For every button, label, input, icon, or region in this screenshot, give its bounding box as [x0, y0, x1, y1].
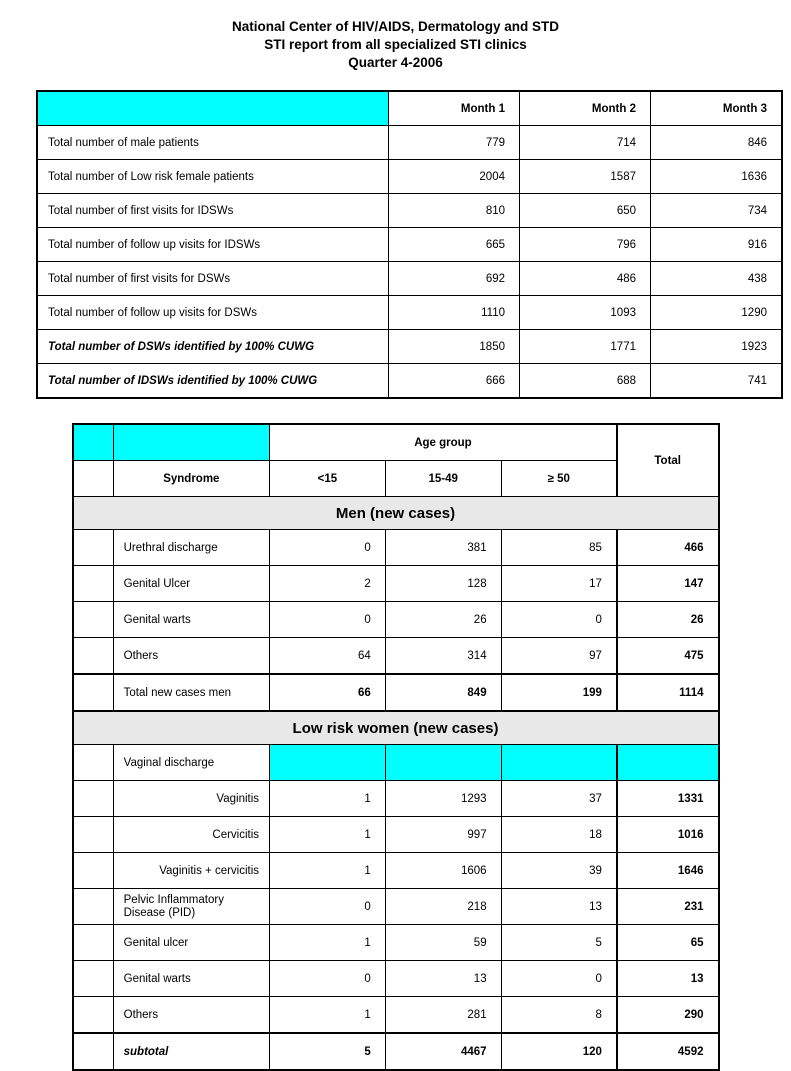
- row-total: 147: [617, 566, 719, 602]
- table-row: [37, 194, 782, 228]
- row-total: 475: [617, 638, 719, 675]
- total-column-header: Total: [617, 424, 719, 497]
- table-row: [73, 566, 719, 602]
- column-header-month-1: Month 1: [389, 91, 520, 126]
- row-value: 8: [501, 997, 617, 1034]
- row-value: 1: [270, 817, 386, 853]
- row-total: 4592: [617, 1033, 719, 1070]
- row-value: 734: [651, 194, 783, 228]
- row-value: 1290: [651, 296, 783, 330]
- row-label: Total number of male patients: [37, 126, 389, 160]
- table-header-row: [37, 91, 782, 126]
- row-label: Urethral discharge: [113, 530, 269, 566]
- row-value: 1: [270, 853, 386, 889]
- table-row: [37, 296, 782, 330]
- indent-cell: [73, 961, 114, 997]
- row-value: 846: [651, 126, 783, 160]
- row-value: 665: [389, 228, 520, 262]
- row-value: 5: [270, 1033, 386, 1070]
- row-value: 0: [270, 889, 386, 925]
- table-row: [73, 638, 719, 675]
- row-label: Genital ulcer: [113, 925, 269, 961]
- age-column-header-50-plus: ≥ 50: [501, 461, 617, 497]
- title-line-3: Quarter 4-2006: [348, 55, 443, 70]
- agegroup-header-row: [73, 424, 719, 461]
- table-row: [37, 126, 782, 160]
- row-label: Total number of IDSWs identified by 100% CUWG: [37, 364, 389, 399]
- row-total: 466: [617, 530, 719, 566]
- row-value: 199: [501, 674, 617, 711]
- row-value: 1110: [389, 296, 520, 330]
- row-value: 916: [651, 228, 783, 262]
- row-value: 1636: [651, 160, 783, 194]
- row-value: 0: [270, 602, 386, 638]
- row-label: Others: [113, 638, 269, 675]
- row-value: 26: [385, 602, 501, 638]
- table-row: [73, 781, 719, 817]
- row-label: Vaginitis: [113, 781, 269, 817]
- syndrome-table: [72, 423, 720, 1071]
- row-label: Total new cases men: [113, 674, 269, 711]
- row-value: 779: [389, 126, 520, 160]
- age-group-header: Age group: [270, 424, 617, 461]
- row-value: 1093: [520, 296, 651, 330]
- row-value: 1923: [651, 330, 783, 364]
- indent-cell: [73, 530, 114, 566]
- row-value: 2004: [389, 160, 520, 194]
- row-value: 650: [520, 194, 651, 228]
- section-header-men: [73, 497, 719, 530]
- row-value: 1: [270, 997, 386, 1034]
- table-row: [37, 262, 782, 296]
- row-value: 39: [501, 853, 617, 889]
- table-row: [37, 228, 782, 262]
- row-value: 1850: [389, 330, 520, 364]
- row-value: 120: [501, 1033, 617, 1070]
- row-label: Genital warts: [113, 961, 269, 997]
- row-total: 1646: [617, 853, 719, 889]
- row-value: 692: [389, 262, 520, 296]
- row-label: Total number of first visits for IDSWs: [37, 194, 389, 228]
- row-value: 741: [651, 364, 783, 399]
- section-header-low-risk-women: [73, 711, 719, 745]
- title-line-1: National Center of HIV/AIDS, Dermatology and STD: [231, 19, 560, 34]
- row-value: 281: [385, 997, 501, 1034]
- row-value: 1: [270, 781, 386, 817]
- table-row: [73, 997, 719, 1034]
- table-row: [73, 925, 719, 961]
- section-title: Men (new cases): [73, 497, 719, 530]
- row-value: 85: [501, 530, 617, 566]
- row-value: 18: [501, 817, 617, 853]
- row-value: 13: [385, 961, 501, 997]
- row-value: 666: [389, 364, 520, 399]
- row-value: [270, 745, 386, 781]
- row-value: 381: [385, 530, 501, 566]
- indent-cell: [73, 853, 114, 889]
- row-value: 13: [501, 889, 617, 925]
- row-label: Genital warts: [113, 602, 269, 638]
- table-row: [37, 160, 782, 194]
- row-label: Total number of Low risk female patients: [37, 160, 389, 194]
- row-value: 66: [270, 674, 386, 711]
- table-row: [73, 530, 719, 566]
- row-value: 4467: [385, 1033, 501, 1070]
- table-row-total-men: [73, 674, 719, 711]
- row-value: 1606: [385, 853, 501, 889]
- syndrome-corner-cell: [73, 424, 114, 461]
- row-total: 1016: [617, 817, 719, 853]
- row-total: [617, 745, 719, 781]
- row-value: 714: [520, 126, 651, 160]
- row-value: 1293: [385, 781, 501, 817]
- row-value: 0: [270, 530, 386, 566]
- row-value: 218: [385, 889, 501, 925]
- indent-cell: [73, 925, 114, 961]
- row-value: 0: [501, 602, 617, 638]
- row-value: [501, 745, 617, 781]
- row-label: Genital Ulcer: [113, 566, 269, 602]
- table-row: [73, 817, 719, 853]
- table-row-subtotal-women: [73, 1033, 719, 1070]
- age-column-header-15-49: 15-49: [385, 461, 501, 497]
- age-column-header-under-15: <15: [270, 461, 386, 497]
- row-value: 59: [385, 925, 501, 961]
- row-value: 37: [501, 781, 617, 817]
- row-total: 26: [617, 602, 719, 638]
- summary-corner-cell: [37, 91, 389, 126]
- row-total: 290: [617, 997, 719, 1034]
- table-row: [37, 364, 782, 399]
- row-total: 65: [617, 925, 719, 961]
- row-label: Total number of DSWs identified by 100% CUWG: [37, 330, 389, 364]
- row-value: 64: [270, 638, 386, 675]
- row-value: 5: [501, 925, 617, 961]
- row-total: 1114: [617, 674, 719, 711]
- indent-cell: [73, 817, 114, 853]
- row-value: 0: [270, 961, 386, 997]
- indent-cell: [73, 638, 114, 675]
- indent-cell: [73, 674, 114, 711]
- column-header-month-2: Month 2: [520, 91, 651, 126]
- row-label: Others: [113, 997, 269, 1034]
- table-row: [37, 330, 782, 364]
- row-value: 97: [501, 638, 617, 675]
- row-value: 0: [501, 961, 617, 997]
- row-value: 1587: [520, 160, 651, 194]
- row-total: 1331: [617, 781, 719, 817]
- summary-table: [36, 90, 783, 399]
- row-value: 2: [270, 566, 386, 602]
- row-label: Vaginal discharge: [113, 745, 269, 781]
- row-label: Total number of follow up visits for IDSWs: [37, 228, 389, 262]
- table-row: [73, 961, 719, 997]
- page-title: [36, 18, 755, 72]
- blank-cell: [73, 461, 114, 497]
- row-value: 849: [385, 674, 501, 711]
- row-value: 1: [270, 925, 386, 961]
- row-value: 128: [385, 566, 501, 602]
- row-value: 688: [520, 364, 651, 399]
- row-total: 231: [617, 889, 719, 925]
- indent-cell: [73, 745, 114, 781]
- indent-cell: [73, 997, 114, 1034]
- indent-cell: [73, 602, 114, 638]
- row-value: 1771: [520, 330, 651, 364]
- row-label: subtotal: [113, 1033, 269, 1070]
- row-value: 796: [520, 228, 651, 262]
- table-row: [73, 602, 719, 638]
- indent-cell: [73, 781, 114, 817]
- indent-cell: [73, 566, 114, 602]
- syndrome-header: Syndrome: [113, 461, 269, 497]
- title-line-2: STI report from all specialized STI clinics: [264, 37, 527, 52]
- row-value: 17: [501, 566, 617, 602]
- row-value: 438: [651, 262, 783, 296]
- row-value: 997: [385, 817, 501, 853]
- column-header-month-3: Month 3: [651, 91, 783, 126]
- row-label: Total number of follow up visits for DSWs: [37, 296, 389, 330]
- row-label: Pelvic Inflammatory Disease (PID): [113, 889, 269, 925]
- row-label: Total number of first visits for DSWs: [37, 262, 389, 296]
- row-value: 486: [520, 262, 651, 296]
- syndrome-corner-cell-2: [113, 424, 269, 461]
- table-row: [73, 889, 719, 925]
- row-total: 13: [617, 961, 719, 997]
- section-title: Low risk women (new cases): [73, 711, 719, 745]
- row-value: [385, 745, 501, 781]
- table-row: [73, 853, 719, 889]
- row-value: 314: [385, 638, 501, 675]
- indent-cell: [73, 889, 114, 925]
- row-label: Cervicitis: [113, 817, 269, 853]
- table-row: [73, 745, 719, 781]
- indent-cell: [73, 1033, 114, 1070]
- row-value: 810: [389, 194, 520, 228]
- row-label: Vaginitis + cervicitis: [113, 853, 269, 889]
